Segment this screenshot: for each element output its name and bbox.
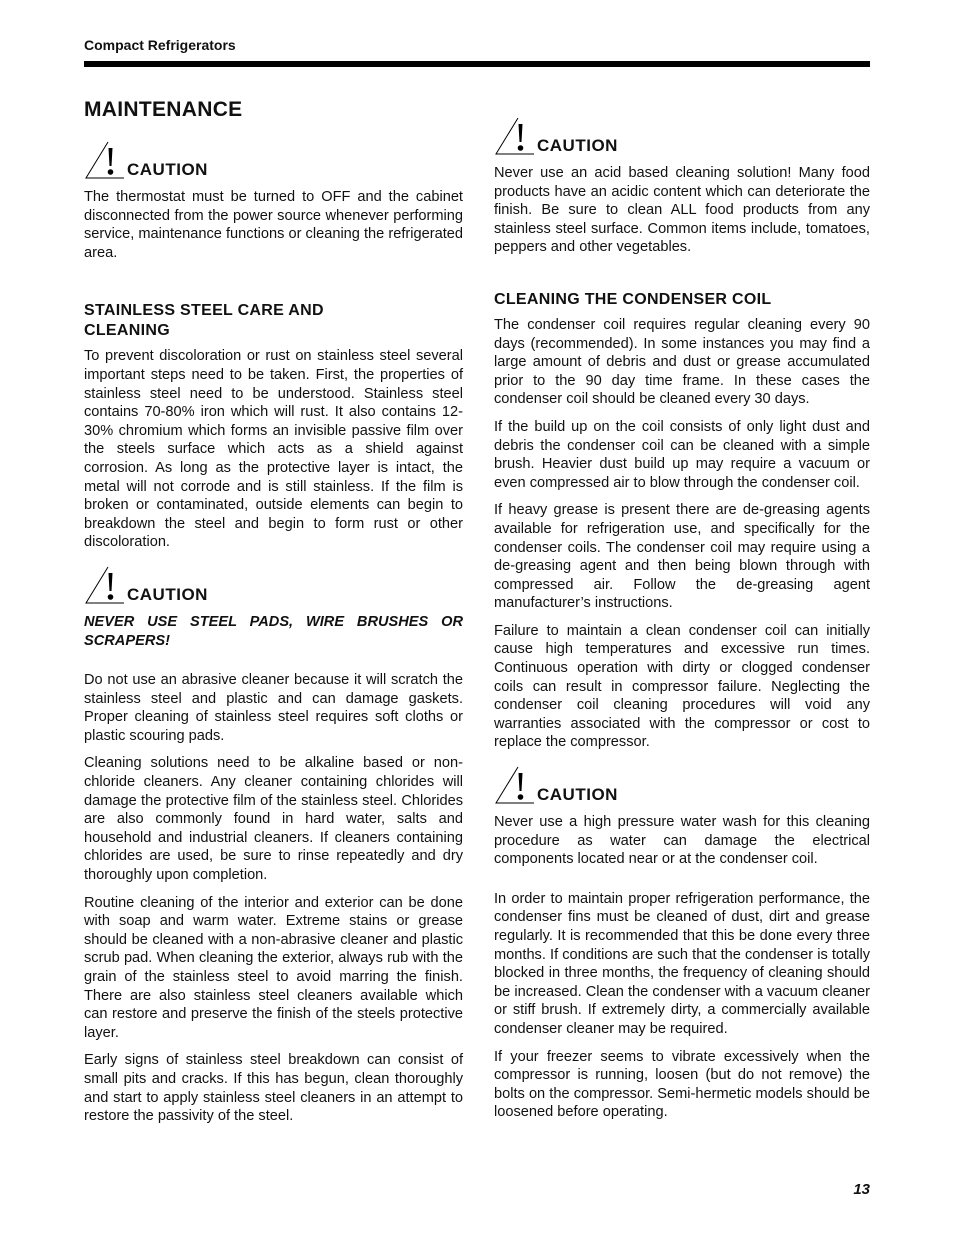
header-rule — [84, 61, 870, 67]
paragraph: If your freezer seems to vibrate excessively when the compressor is running, loosen (but do not remove) the bolts on the compressor. Semi-hermetic models should be loosened before operating. — [494, 1048, 870, 1121]
paragraph: Routine cleaning of the interior and exterior can be done with soap and warm water. Extreme stains or grease should be cleaned with a non-abrasive cleaner and plastic scrub pad. When cleaning the exterior, always rub with the grain of the stainless steel to avoid marring the finish. There are also stainless steel cleaners available which can restore and preserve the finish of the steels protective layer. — [84, 894, 463, 1041]
paragraph: To prevent discoloration or rust on stainless steel several important steps need to be taken. First, the properties of stainless steel need to be understood. Stainless steel contains 70-80% iron which will rust. It also contains 12-30% chromium which forms an invisible passive film over the steels surface which acts as a shield against corrosion. As long as the protective layer is intact, the metal will not corrode and is still stainless. If the film is broken or contaminated, outside elements can begin to breakdown the steel and begin to form rust or other discoloration. — [84, 348, 463, 551]
caution-text: Never use an acid based cleaning solution! Many food products have an acidic content which can deteriorate the finish. Be sure to clean ALL food products from any stainless steel surface. Common items include, tomatoes, peppers and other vegetables. — [494, 165, 870, 256]
caution-text: NEVER USE STEEL PADS, WIRE BRUSHES OR SCRAPERS! — [84, 613, 463, 649]
warning-icon — [84, 140, 126, 180]
warning-icon — [84, 565, 126, 605]
caution-heading — [84, 561, 463, 605]
running-header: Compact Refrigerators — [84, 37, 236, 53]
caution-label: CAUTION — [127, 160, 208, 179]
paragraph: Failure to maintain a clean condenser coil can initially cause high temperatures and excessive run times. Continuous operation with dirty or clogged condenser coils can result in compressor failure. Neglecting the condenser coil cleaning procedures will void any warranties associated with the compressor or cost to replace the compressor. — [494, 622, 870, 751]
caution-label: CAUTION — [537, 136, 618, 155]
paragraph: In order to maintain proper refrigeration performance, the condenser fins must be cleaned of dust, dirt and grease regularly. It is recommended that this be done every three months. If conditions are such that the condenser is totally blocked in three months, the frequency of cleaning should be increased. Clean the condenser with a vacuum cleaner or stiff brush. If extremely dirty, a commercially available condenser cleaner may be required. — [494, 890, 870, 1037]
paragraph: Early signs of stainless steel breakdown can consist of small pits and cracks. If this has begun, clean thoroughly and start to apply stainless steel cleaners in an attempt to restore the passivity of the steel. — [84, 1052, 463, 1125]
caution-text: Never use a high pressure water wash for this cleaning procedure as water can damage the electrical components located near or at the condenser coil. — [494, 814, 870, 868]
subheading-line: CLEANING — [84, 322, 170, 340]
caution-label: CAUTION — [537, 785, 618, 805]
warning-icon — [494, 116, 536, 156]
subheading-stainless-steel — [84, 301, 463, 341]
page-number: 13 — [853, 1181, 870, 1198]
caution-heading — [84, 136, 463, 180]
paragraph: Cleaning solutions need to be alkaline based or non-chloride cleaners. Any cleaner containing chlorides will damage the protective film of the stainless steel. Chlorides are also commonly found in hard water, salts and household and industrial cleaners. If cleaners containing chlorides are used, be sure to rinse repeatedly and dry thoroughly upon completion. — [84, 755, 463, 884]
caution-label: CAUTION — [127, 584, 208, 604]
paragraph: Do not use an abrasive cleaner because it will scratch the stainless steel and plastic and can damage gaskets. Proper cleaning of stainless steel requires soft cloths or plastic scouring pads. — [84, 672, 463, 744]
paragraph: The condenser coil requires regular cleaning every 90 days (recommended). In some instances you may find a large amount of debris and dust or grease accumulated prior to the 90 day time frame. In these cases the condenser coil should be cleaned every 30 days. — [494, 316, 870, 408]
caution-text: The thermostat must be turned to OFF and the cabinet disconnected from the power source whenever performing service, maintenance functions or cleaning the refrigerated area. — [84, 189, 463, 261]
paragraph: If the build up on the coil consists of only light dust and debris the condenser coil can be cleaned with a simple brush. Heavier dust build up may require a vacuum or even compressed air to blow through the condenser coil. — [494, 418, 870, 491]
right-column — [494, 112, 870, 1131]
section-title-maintenance: MAINTENANCE — [84, 98, 243, 121]
warning-icon — [494, 765, 536, 805]
subheading-line: STAINLESS STEEL CARE AND — [84, 302, 324, 320]
caution-heading — [494, 112, 870, 156]
caution-heading — [494, 761, 870, 805]
paragraph: If heavy grease is present there are de-greasing agents available for refrigeration use, and specifically for the condenser coils. The condenser coil may require using a de-greasing agent and then being blown through with compressed air. Follow the de-greasing agent manufacturer’s instructions. — [494, 502, 870, 612]
left-column — [84, 98, 463, 1135]
subheading-condenser-coil: CLEANING THE CONDENSER COIL — [494, 290, 772, 308]
